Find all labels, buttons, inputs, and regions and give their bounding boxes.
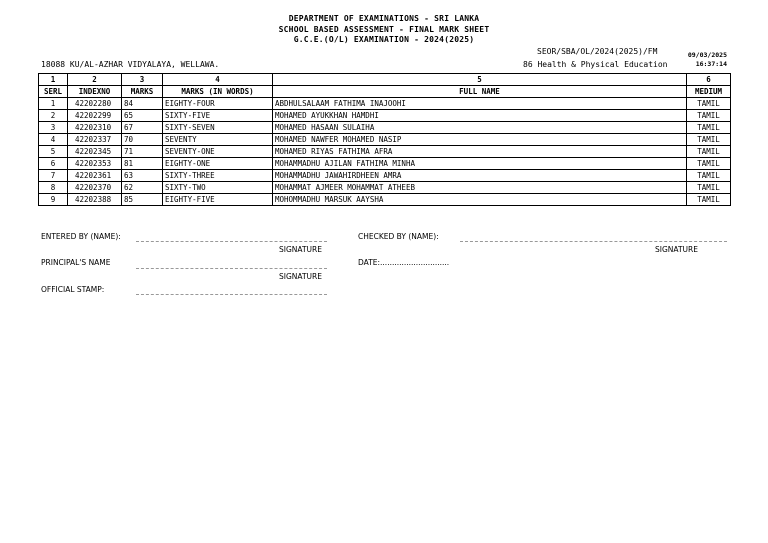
cell-indexno: 42202370 — [68, 182, 122, 194]
table-row — [39, 98, 731, 110]
col-number: 1 — [39, 74, 68, 86]
cell-medium: TAMIL — [687, 146, 731, 158]
col-header-marks: MARKS — [122, 86, 163, 98]
cell-marks-words: SEVENTY — [163, 134, 273, 146]
table-row — [39, 110, 731, 122]
cell-indexno: 42202280 — [68, 98, 122, 110]
principal-line — [136, 268, 327, 269]
cell-medium: TAMIL — [687, 110, 731, 122]
column-header-row — [39, 86, 731, 98]
cell-full-name: MOHAMMADHU AJILAN FATHIMA MINHA — [273, 158, 687, 170]
table-row — [39, 122, 731, 134]
print-time: 16:37:14 — [695, 59, 727, 68]
cell-indexno: 42202299 — [68, 110, 122, 122]
col-number: 6 — [687, 74, 731, 86]
cell-medium: TAMIL — [687, 194, 731, 206]
cell-indexno: 42202388 — [68, 194, 122, 206]
cell-medium: TAMIL — [687, 182, 731, 194]
checked-by-line — [460, 241, 727, 242]
entered-by-signature-label: SIGNATURE — [279, 245, 322, 254]
cell-marks-words: SIXTY-THREE — [163, 170, 273, 182]
cell-serl: 6 — [39, 158, 68, 170]
entered-by-label: ENTERED BY (NAME): — [41, 232, 121, 241]
cell-marks-words: SIXTY-TWO — [163, 182, 273, 194]
cell-marks: 67 — [122, 122, 163, 134]
table-row — [39, 170, 731, 182]
table-row — [39, 146, 731, 158]
cell-indexno: 42202345 — [68, 146, 122, 158]
cell-marks: 71 — [122, 146, 163, 158]
cell-serl: 2 — [39, 110, 68, 122]
cell-marks-words: EIGHTY-FIVE — [163, 194, 273, 206]
table-row — [39, 158, 731, 170]
official-stamp-line — [136, 294, 327, 295]
cell-serl: 9 — [39, 194, 68, 206]
table-row — [39, 194, 731, 206]
col-header-indexno: INDEXNO — [68, 86, 122, 98]
principal-signature-label: SIGNATURE — [279, 272, 322, 281]
cell-serl: 4 — [39, 134, 68, 146]
col-header-full-name: FULL NAME — [273, 86, 687, 98]
date-field: DATE:............................. — [358, 258, 450, 267]
col-number: 4 — [163, 74, 273, 86]
cell-full-name: MOHAMED HASAAN SULAIHA — [273, 122, 687, 134]
marks-table — [38, 73, 731, 206]
cell-full-name: ABDHULSALAAM FATHIMA INAJOOHI — [273, 98, 687, 110]
cell-medium: TAMIL — [687, 170, 731, 182]
cell-marks-words: EIGHTY-FOUR — [163, 98, 273, 110]
cell-serl: 5 — [39, 146, 68, 158]
col-number: 3 — [122, 74, 163, 86]
header-line-2: SCHOOL BASED ASSESSMENT - FINAL MARK SHEET — [278, 24, 490, 34]
cell-medium: TAMIL — [687, 134, 731, 146]
column-number-row — [39, 74, 731, 86]
table-body — [39, 98, 731, 206]
cell-marks: 65 — [122, 110, 163, 122]
col-number: 5 — [273, 74, 687, 86]
cell-medium: TAMIL — [687, 158, 731, 170]
table-row — [39, 182, 731, 194]
cell-marks: 62 — [122, 182, 163, 194]
col-header-medium: MEDIUM — [687, 86, 731, 98]
cell-serl: 1 — [39, 98, 68, 110]
cell-marks-words: SIXTY-FIVE — [163, 110, 273, 122]
cell-indexno: 42202361 — [68, 170, 122, 182]
print-datetime — [686, 51, 727, 68]
cell-marks: 63 — [122, 170, 163, 182]
cell-marks: 85 — [122, 194, 163, 206]
cell-indexno: 42202353 — [68, 158, 122, 170]
cell-full-name: MOHAMMAT AJMEER MOHAMMAT ATHEEB — [273, 182, 687, 194]
print-date: 09/03/2025 — [687, 51, 727, 59]
school-name: 18088 KU/AL-AZHAR VIDYALAYA, WELLAWA. — [41, 60, 220, 69]
table-row — [39, 134, 731, 146]
cell-marks-words: SIXTY-SEVEN — [163, 122, 273, 134]
header-line-3: G.C.E.(O/L) EXAMINATION - 2024(2025) — [293, 35, 475, 44]
col-header-serl: SERL — [39, 86, 68, 98]
cell-full-name: MOHAMMADHU JAWAHIRDHEEN AMRA — [273, 170, 687, 182]
official-stamp-label: OFFICIAL STAMP: — [41, 285, 105, 294]
cell-serl: 3 — [39, 122, 68, 134]
checked-by-label: CHECKED BY (NAME): — [358, 232, 439, 241]
cell-indexno: 42202310 — [68, 122, 122, 134]
cell-marks-words: EIGHTY-ONE — [163, 158, 273, 170]
cell-full-name: MOHAMED AYUKKHAN HAMDHI — [273, 110, 687, 122]
cell-serl: 8 — [39, 182, 68, 194]
subject-name: 86 Health & Physical Education — [523, 60, 668, 69]
document-header — [0, 14, 768, 46]
entered-by-line — [136, 241, 327, 242]
reference-code: SEOR/SBA/OL/2024(2025)/FM — [537, 47, 658, 56]
cell-medium: TAMIL — [687, 122, 731, 134]
cell-marks-words: SEVENTY-ONE — [163, 146, 273, 158]
principal-name-label: PRINCIPAL'S NAME — [41, 258, 111, 267]
cell-serl: 7 — [39, 170, 68, 182]
cell-medium: TAMIL — [687, 98, 731, 110]
cell-full-name: MOHAMED RIYAS FATHIMA AFRA — [273, 146, 687, 158]
col-header-marks-words: MARKS (IN WORDS) — [163, 86, 273, 98]
cell-marks: 70 — [122, 134, 163, 146]
cell-full-name: MOHAMED NAWFER MOHAMED NASIP — [273, 134, 687, 146]
checked-by-signature-label: SIGNATURE — [655, 245, 698, 254]
header-line-1: DEPARTMENT OF EXAMINATIONS - SRI LANKA — [288, 14, 480, 23]
cell-marks: 81 — [122, 158, 163, 170]
cell-indexno: 42202337 — [68, 134, 122, 146]
cell-full-name: MOHOMMADHU MARSUK AAYSHA — [273, 194, 687, 206]
cell-marks: 84 — [122, 98, 163, 110]
col-number: 2 — [68, 74, 122, 86]
